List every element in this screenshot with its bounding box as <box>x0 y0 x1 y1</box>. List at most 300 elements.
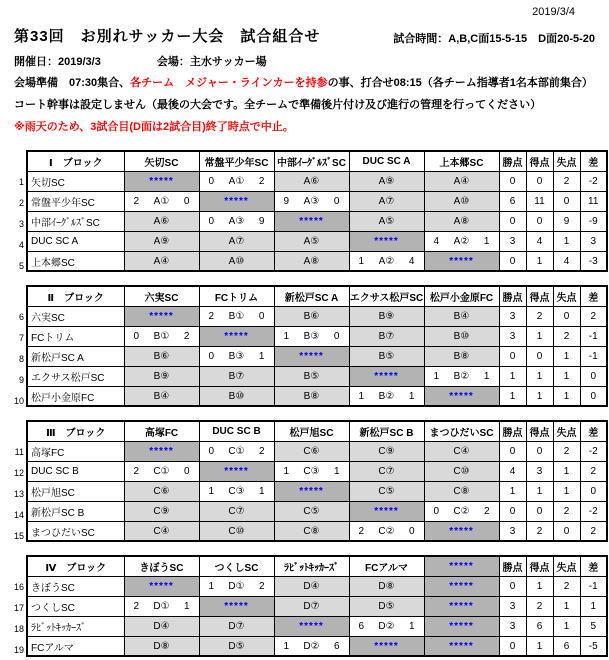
stat-header: 勝点 <box>499 286 526 306</box>
team-row <box>27 251 607 271</box>
row-number: 7 <box>18 333 24 344</box>
team-header: 松戸小金原FC <box>424 286 499 306</box>
stat-value-cell: 1 <box>499 366 526 386</box>
row-number: 1 <box>18 177 24 188</box>
stat-value-cell: -9 <box>580 211 607 231</box>
match-code: D② <box>303 640 320 652</box>
pending-match-cell: C⑨ <box>124 501 199 521</box>
score-right: 1 <box>408 620 415 632</box>
self-match-cell: ***** <box>424 386 499 406</box>
score-left: 1 <box>283 330 290 342</box>
pending-match-cell: B⑥ <box>274 306 349 326</box>
score-left: 0 <box>133 330 140 342</box>
match-code: A③ <box>228 215 245 227</box>
block-header-row <box>27 556 607 576</box>
row-number: 17 <box>13 603 24 614</box>
row-number: 18 <box>13 624 24 635</box>
score-wrap <box>200 176 274 187</box>
score-wrap <box>350 526 424 537</box>
stat-value-cell: 1 <box>553 461 580 481</box>
filler-cell: ***** <box>424 616 499 636</box>
pending-match-cell: A⑨ <box>349 171 424 191</box>
score-right: 0 <box>333 330 340 342</box>
stat-header: 失点 <box>553 556 580 576</box>
block-2 <box>13 285 609 407</box>
team-row <box>27 596 607 616</box>
score-left: 0 <box>208 445 215 457</box>
filler-cell: ***** <box>424 596 499 616</box>
stat-value-cell: 1 <box>526 576 553 596</box>
block-header-row <box>27 151 607 171</box>
team-name-cell: DUC SC B <box>27 461 124 481</box>
stat-value-cell: -1 <box>580 326 607 346</box>
score-right: 1 <box>183 600 190 612</box>
stat-header: 差 <box>580 151 607 171</box>
stat-value-cell: 2 <box>580 461 607 481</box>
event-info-row <box>0 46 609 69</box>
match-code: C③ <box>228 485 245 497</box>
row-number: 13 <box>13 489 24 500</box>
team-header: 松戸旭SC <box>274 421 349 441</box>
pending-match-cell: C⑩ <box>199 521 274 541</box>
stat-value-cell: 0 <box>553 306 580 326</box>
score-wrap <box>350 391 424 402</box>
block-2-table <box>26 285 608 407</box>
stat-value-cell: 3 <box>499 306 526 326</box>
stat-value-cell: 1 <box>526 251 553 271</box>
match-code: B② <box>378 390 395 402</box>
prep-note-black-2: の事、打合せ08:15（各チーム指導者1名本部前集合） <box>327 77 593 89</box>
stat-value-cell: 11 <box>580 191 607 211</box>
score-right: 9 <box>258 215 265 227</box>
score-right: 2 <box>258 175 265 187</box>
pending-match-cell: D⑦ <box>274 596 349 616</box>
match-code: A① <box>153 195 170 207</box>
score-right: 1 <box>483 370 490 382</box>
stat-value-cell: 4 <box>499 461 526 481</box>
row-number: 4 <box>18 240 24 251</box>
rain-cancel-note: ※雨天のため、3試合目(D面は2試合目)終了時点で中止。 <box>14 120 294 133</box>
self-match-cell: ***** <box>199 191 274 211</box>
score-right: 2 <box>258 445 265 457</box>
score-wrap <box>350 256 424 267</box>
score-cell <box>274 636 349 656</box>
stat-value-cell: 2 <box>580 521 607 541</box>
team-row <box>27 211 607 231</box>
pending-match-cell: B⑤ <box>349 346 424 366</box>
page-title: 第33回 お別れサッカー大会 試合組合せ <box>14 28 321 45</box>
block-1-table <box>26 150 608 272</box>
team-header: 上本郷SC <box>424 151 499 171</box>
team-header: 六実SC <box>124 286 199 306</box>
stat-header: 勝点 <box>499 556 526 576</box>
row-number: 11 <box>14 447 24 458</box>
row-number: 9 <box>18 375 24 386</box>
score-cell <box>199 346 274 366</box>
stat-value-cell: 0 <box>499 211 526 231</box>
score-wrap <box>275 331 349 342</box>
match-code: C② <box>378 525 395 537</box>
pending-match-cell: C⑥ <box>274 441 349 461</box>
score-right: 2 <box>483 505 490 517</box>
block-label: Ⅳ ブロック <box>27 556 124 576</box>
stat-value-cell: -2 <box>580 441 607 461</box>
stat-value-cell: 6 <box>499 191 526 211</box>
pending-match-cell: A⑩ <box>424 191 499 211</box>
stat-value-cell: 2 <box>553 501 580 521</box>
team-header: FCトリム <box>199 286 274 306</box>
score-wrap <box>200 486 274 497</box>
score-left: 2 <box>208 310 215 322</box>
stat-header: 得点 <box>526 421 553 441</box>
score-right: 1 <box>333 465 340 477</box>
stat-value-cell: 0 <box>580 366 607 386</box>
row-number: 5 <box>18 261 24 272</box>
score-left: 1 <box>208 580 215 592</box>
pending-match-cell: B⑧ <box>274 386 349 406</box>
pending-match-cell: D⑧ <box>124 636 199 656</box>
match-code: A① <box>228 175 245 187</box>
team-name-cell: 上本郷SC <box>27 251 124 271</box>
team-header: ﾗﾋﾞｯﾄｷｯｶｰｽﾞ <box>274 556 349 576</box>
score-wrap <box>275 466 349 477</box>
row-number: 2 <box>18 198 24 209</box>
pending-match-cell: B④ <box>424 306 499 326</box>
score-left: 1 <box>208 485 215 497</box>
team-name-cell: 六実SC <box>27 306 124 326</box>
score-right: 0 <box>183 195 190 207</box>
team-header: エクサス松戸SC <box>349 286 424 306</box>
stat-value-cell: 1 <box>499 386 526 406</box>
stat-value-cell: 1 <box>553 481 580 501</box>
pending-match-cell: D⑦ <box>199 616 274 636</box>
block-label: Ⅱ ブロック <box>27 286 124 306</box>
pending-match-cell: C④ <box>124 521 199 541</box>
preparation-note <box>0 69 609 91</box>
score-wrap <box>125 196 199 207</box>
score-right: 2 <box>183 330 190 342</box>
pending-match-cell: A⑨ <box>124 231 199 251</box>
self-match-cell: ***** <box>124 576 199 596</box>
stat-header: 得点 <box>526 556 553 576</box>
pending-match-cell: C⑨ <box>349 441 424 461</box>
score-cell <box>424 231 499 251</box>
score-right: 0 <box>408 525 415 537</box>
team-header-filler: ***** <box>424 556 499 576</box>
pending-match-cell: C⑥ <box>124 481 199 501</box>
pending-match-cell: B⑦ <box>199 366 274 386</box>
block-4 <box>13 555 609 657</box>
stat-value-cell: 1 <box>526 386 553 406</box>
team-header: 新松戸SC A <box>274 286 349 306</box>
score-right: 1 <box>258 485 265 497</box>
pending-match-cell: A④ <box>424 171 499 191</box>
filler-cell: ***** <box>424 636 499 656</box>
team-name-cell: 新松戸SC B <box>27 501 124 521</box>
stat-value-cell: 1 <box>553 386 580 406</box>
row-number: 19 <box>13 645 24 656</box>
team-row <box>27 231 607 251</box>
stat-value-cell: 1 <box>526 366 553 386</box>
team-name-cell: つくしSC <box>27 596 124 616</box>
score-wrap <box>200 311 274 322</box>
pending-match-cell: C⑦ <box>349 461 424 481</box>
match-code: D① <box>228 580 245 592</box>
court-manager-note: コート幹事は設定しません（最後の大会です。全チームで準備後片付け及び進行の管理を行ってください） <box>14 98 542 111</box>
team-header: 中部ｲｰｸﾞﾙｽﾞSC <box>274 151 349 171</box>
stat-value-cell: 1 <box>553 596 580 616</box>
stat-value-cell: 3 <box>526 461 553 481</box>
match-code: B③ <box>303 330 320 342</box>
event-date-label: 開催日：2019/3/3 <box>14 56 101 68</box>
match-code: C③ <box>303 465 320 477</box>
block-label: Ⅰ ブロック <box>27 151 124 171</box>
score-right: 1 <box>483 235 490 247</box>
stat-value-cell: 0 <box>499 636 526 656</box>
score-wrap <box>200 216 274 227</box>
stat-value-cell: 9 <box>553 211 580 231</box>
stat-value-cell: 3 <box>580 231 607 251</box>
match-code: C② <box>453 505 470 517</box>
team-row <box>27 326 607 346</box>
team-header: きぼうSC <box>124 556 199 576</box>
block-3-table <box>26 420 608 542</box>
score-wrap <box>200 581 274 592</box>
score-wrap <box>200 446 274 457</box>
score-left: 2 <box>133 600 140 612</box>
stat-header: 失点 <box>553 151 580 171</box>
stat-value-cell: -1 <box>580 576 607 596</box>
self-match-cell: ***** <box>424 251 499 271</box>
score-cell <box>349 616 424 636</box>
score-cell <box>199 211 274 231</box>
stat-value-cell: 0 <box>499 501 526 521</box>
score-left: 0 <box>433 505 440 517</box>
score-cell <box>199 171 274 191</box>
stat-value-cell: 0 <box>499 346 526 366</box>
self-match-cell: ***** <box>274 481 349 501</box>
match-code: D① <box>153 600 170 612</box>
team-row <box>27 461 607 481</box>
match-code: A③ <box>303 195 320 207</box>
stat-value-cell: 1 <box>580 596 607 616</box>
stat-value-cell: 0 <box>499 576 526 596</box>
self-match-cell: ***** <box>124 306 199 326</box>
team-name-cell: エクサス松戸SC <box>27 366 124 386</box>
stat-value-cell: 1 <box>553 616 580 636</box>
self-match-cell: ***** <box>349 636 424 656</box>
block-1 <box>18 150 609 272</box>
pending-match-cell: D⑤ <box>199 636 274 656</box>
team-name-cell: ﾗﾋﾞｯﾄｷｯｶｰｽﾞ <box>27 616 124 636</box>
stat-header: 差 <box>580 421 607 441</box>
stat-value-cell: 2 <box>553 326 580 346</box>
pending-match-cell: D④ <box>274 576 349 596</box>
match-code: C① <box>153 465 170 477</box>
team-name-cell: きぼうSC <box>27 576 124 596</box>
score-cell <box>424 501 499 521</box>
team-row <box>27 616 607 636</box>
pending-match-cell: C⑤ <box>274 501 349 521</box>
row-number: 14 <box>13 510 24 521</box>
title-row <box>0 18 609 46</box>
score-cell <box>274 461 349 481</box>
pending-match-cell: B⑧ <box>424 346 499 366</box>
pending-match-cell: A⑥ <box>274 171 349 191</box>
document-date: 2019/3/4 <box>532 6 575 18</box>
stat-value-cell: 2 <box>526 521 553 541</box>
score-wrap <box>425 506 499 517</box>
stat-value-cell: 4 <box>526 231 553 251</box>
stat-value-cell: 3 <box>499 521 526 541</box>
team-row <box>27 636 607 656</box>
stat-value-cell: 0 <box>526 211 553 231</box>
stat-header: 得点 <box>526 286 553 306</box>
row-number: 15 <box>13 531 24 542</box>
match-code: B① <box>228 310 245 322</box>
stat-value-cell: 1 <box>553 346 580 366</box>
team-name-cell: DUC SC A <box>27 231 124 251</box>
stat-value-cell: 4 <box>553 251 580 271</box>
stat-value-cell: 0 <box>580 386 607 406</box>
stat-value-cell: 2 <box>553 576 580 596</box>
prep-note-black-1: 会場準備 07:30集合、 <box>14 77 131 89</box>
pending-match-cell: B⑥ <box>124 346 199 366</box>
stat-value-cell: 2 <box>553 171 580 191</box>
block-label: Ⅲ ブロック <box>27 421 124 441</box>
stat-value-cell: 0 <box>580 481 607 501</box>
pending-match-cell: A⑦ <box>199 231 274 251</box>
stat-value-cell: 3 <box>499 596 526 616</box>
block-tables-container <box>0 150 609 657</box>
stat-value-cell: -2 <box>580 501 607 521</box>
stat-value-cell: 2 <box>526 306 553 326</box>
self-match-cell: ***** <box>349 231 424 251</box>
team-name-cell: まつひだいSC <box>27 521 124 541</box>
score-right: 6 <box>333 640 340 652</box>
pending-match-cell: A④ <box>124 251 199 271</box>
self-match-cell: ***** <box>124 441 199 461</box>
pending-match-cell: A⑧ <box>274 251 349 271</box>
stat-value-cell: 2 <box>580 306 607 326</box>
block-header-row <box>27 421 607 441</box>
score-left: 6 <box>358 620 365 632</box>
score-left: 0 <box>208 175 215 187</box>
match-time-note: 試合時間：A,B,C面15-5-15 D面20-5-20 <box>393 33 595 45</box>
team-row <box>27 306 607 326</box>
score-left: 1 <box>283 465 290 477</box>
pending-match-cell: C⑦ <box>199 501 274 521</box>
pending-match-cell: C⑩ <box>424 461 499 481</box>
team-header: DUC SC A <box>349 151 424 171</box>
stat-header: 差 <box>580 286 607 306</box>
score-cell <box>124 191 199 211</box>
stat-value-cell: 0 <box>499 171 526 191</box>
stat-value-cell: 3 <box>499 616 526 636</box>
row-number: 12 <box>13 468 24 479</box>
team-name-cell: 常盤平少年SC <box>27 191 124 211</box>
team-header: 常盤平少年SC <box>199 151 274 171</box>
score-cell <box>274 191 349 211</box>
match-code: B③ <box>228 350 245 362</box>
stat-value-cell: 0 <box>526 441 553 461</box>
score-wrap <box>275 641 349 652</box>
pending-match-cell: A⑩ <box>199 251 274 271</box>
stat-value-cell: 1 <box>526 636 553 656</box>
pending-match-cell: A⑥ <box>124 211 199 231</box>
score-left: 2 <box>133 465 140 477</box>
pending-match-cell: A⑤ <box>274 231 349 251</box>
score-wrap <box>350 621 424 632</box>
self-match-cell: ***** <box>274 346 349 366</box>
stat-value-cell: 0 <box>526 501 553 521</box>
pending-match-cell: C④ <box>424 441 499 461</box>
stat-value-cell: 1 <box>499 481 526 501</box>
self-match-cell: ***** <box>424 521 499 541</box>
score-right: 0 <box>183 465 190 477</box>
team-row <box>27 441 607 461</box>
score-cell <box>199 441 274 461</box>
team-name-cell: 松戸旭SC <box>27 481 124 501</box>
score-left: 9 <box>283 195 290 207</box>
stat-value-cell: 2 <box>553 441 580 461</box>
score-cell <box>424 366 499 386</box>
stat-value-cell: 6 <box>553 636 580 656</box>
stat-value-cell: 11 <box>526 191 553 211</box>
team-header: つくしSC <box>199 556 274 576</box>
team-header: 新松戸SC B <box>349 421 424 441</box>
score-right: 0 <box>258 310 265 322</box>
stat-value-cell: 6 <box>526 616 553 636</box>
score-left: 1 <box>358 390 365 402</box>
score-right: 0 <box>333 195 340 207</box>
stat-header: 失点 <box>553 421 580 441</box>
row-number: 16 <box>13 582 24 593</box>
pending-match-cell: C⑧ <box>274 521 349 541</box>
team-name-cell: 矢切SC <box>27 171 124 191</box>
score-cell <box>199 576 274 596</box>
team-header: 高塚FC <box>124 421 199 441</box>
score-wrap <box>125 601 199 612</box>
pending-match-cell: C⑤ <box>349 481 424 501</box>
stat-header: 差 <box>580 556 607 576</box>
match-code: B① <box>153 330 170 342</box>
stat-value-cell: 1 <box>553 366 580 386</box>
stat-value-cell: 0 <box>553 191 580 211</box>
score-wrap <box>425 236 499 247</box>
score-cell <box>124 326 199 346</box>
self-match-cell: ***** <box>199 326 274 346</box>
pending-match-cell: B⑨ <box>349 306 424 326</box>
pending-match-cell: B⑩ <box>199 386 274 406</box>
stat-value-cell: 0 <box>499 251 526 271</box>
prep-note-red: 各チーム メジャー・ラインカーを持参 <box>130 77 328 89</box>
team-row <box>27 171 607 191</box>
team-row <box>27 386 607 406</box>
team-row <box>27 191 607 211</box>
score-cell <box>199 306 274 326</box>
pending-match-cell: D④ <box>124 616 199 636</box>
stat-value-cell: 5 <box>580 616 607 636</box>
score-right: 2 <box>258 580 265 592</box>
match-code: B② <box>453 370 470 382</box>
pending-match-cell: B⑨ <box>124 366 199 386</box>
team-row <box>27 346 607 366</box>
self-match-cell: ***** <box>349 501 424 521</box>
pending-match-cell: D⑤ <box>349 596 424 616</box>
team-header: 矢切SC <box>124 151 199 171</box>
stat-value-cell: -1 <box>580 346 607 366</box>
